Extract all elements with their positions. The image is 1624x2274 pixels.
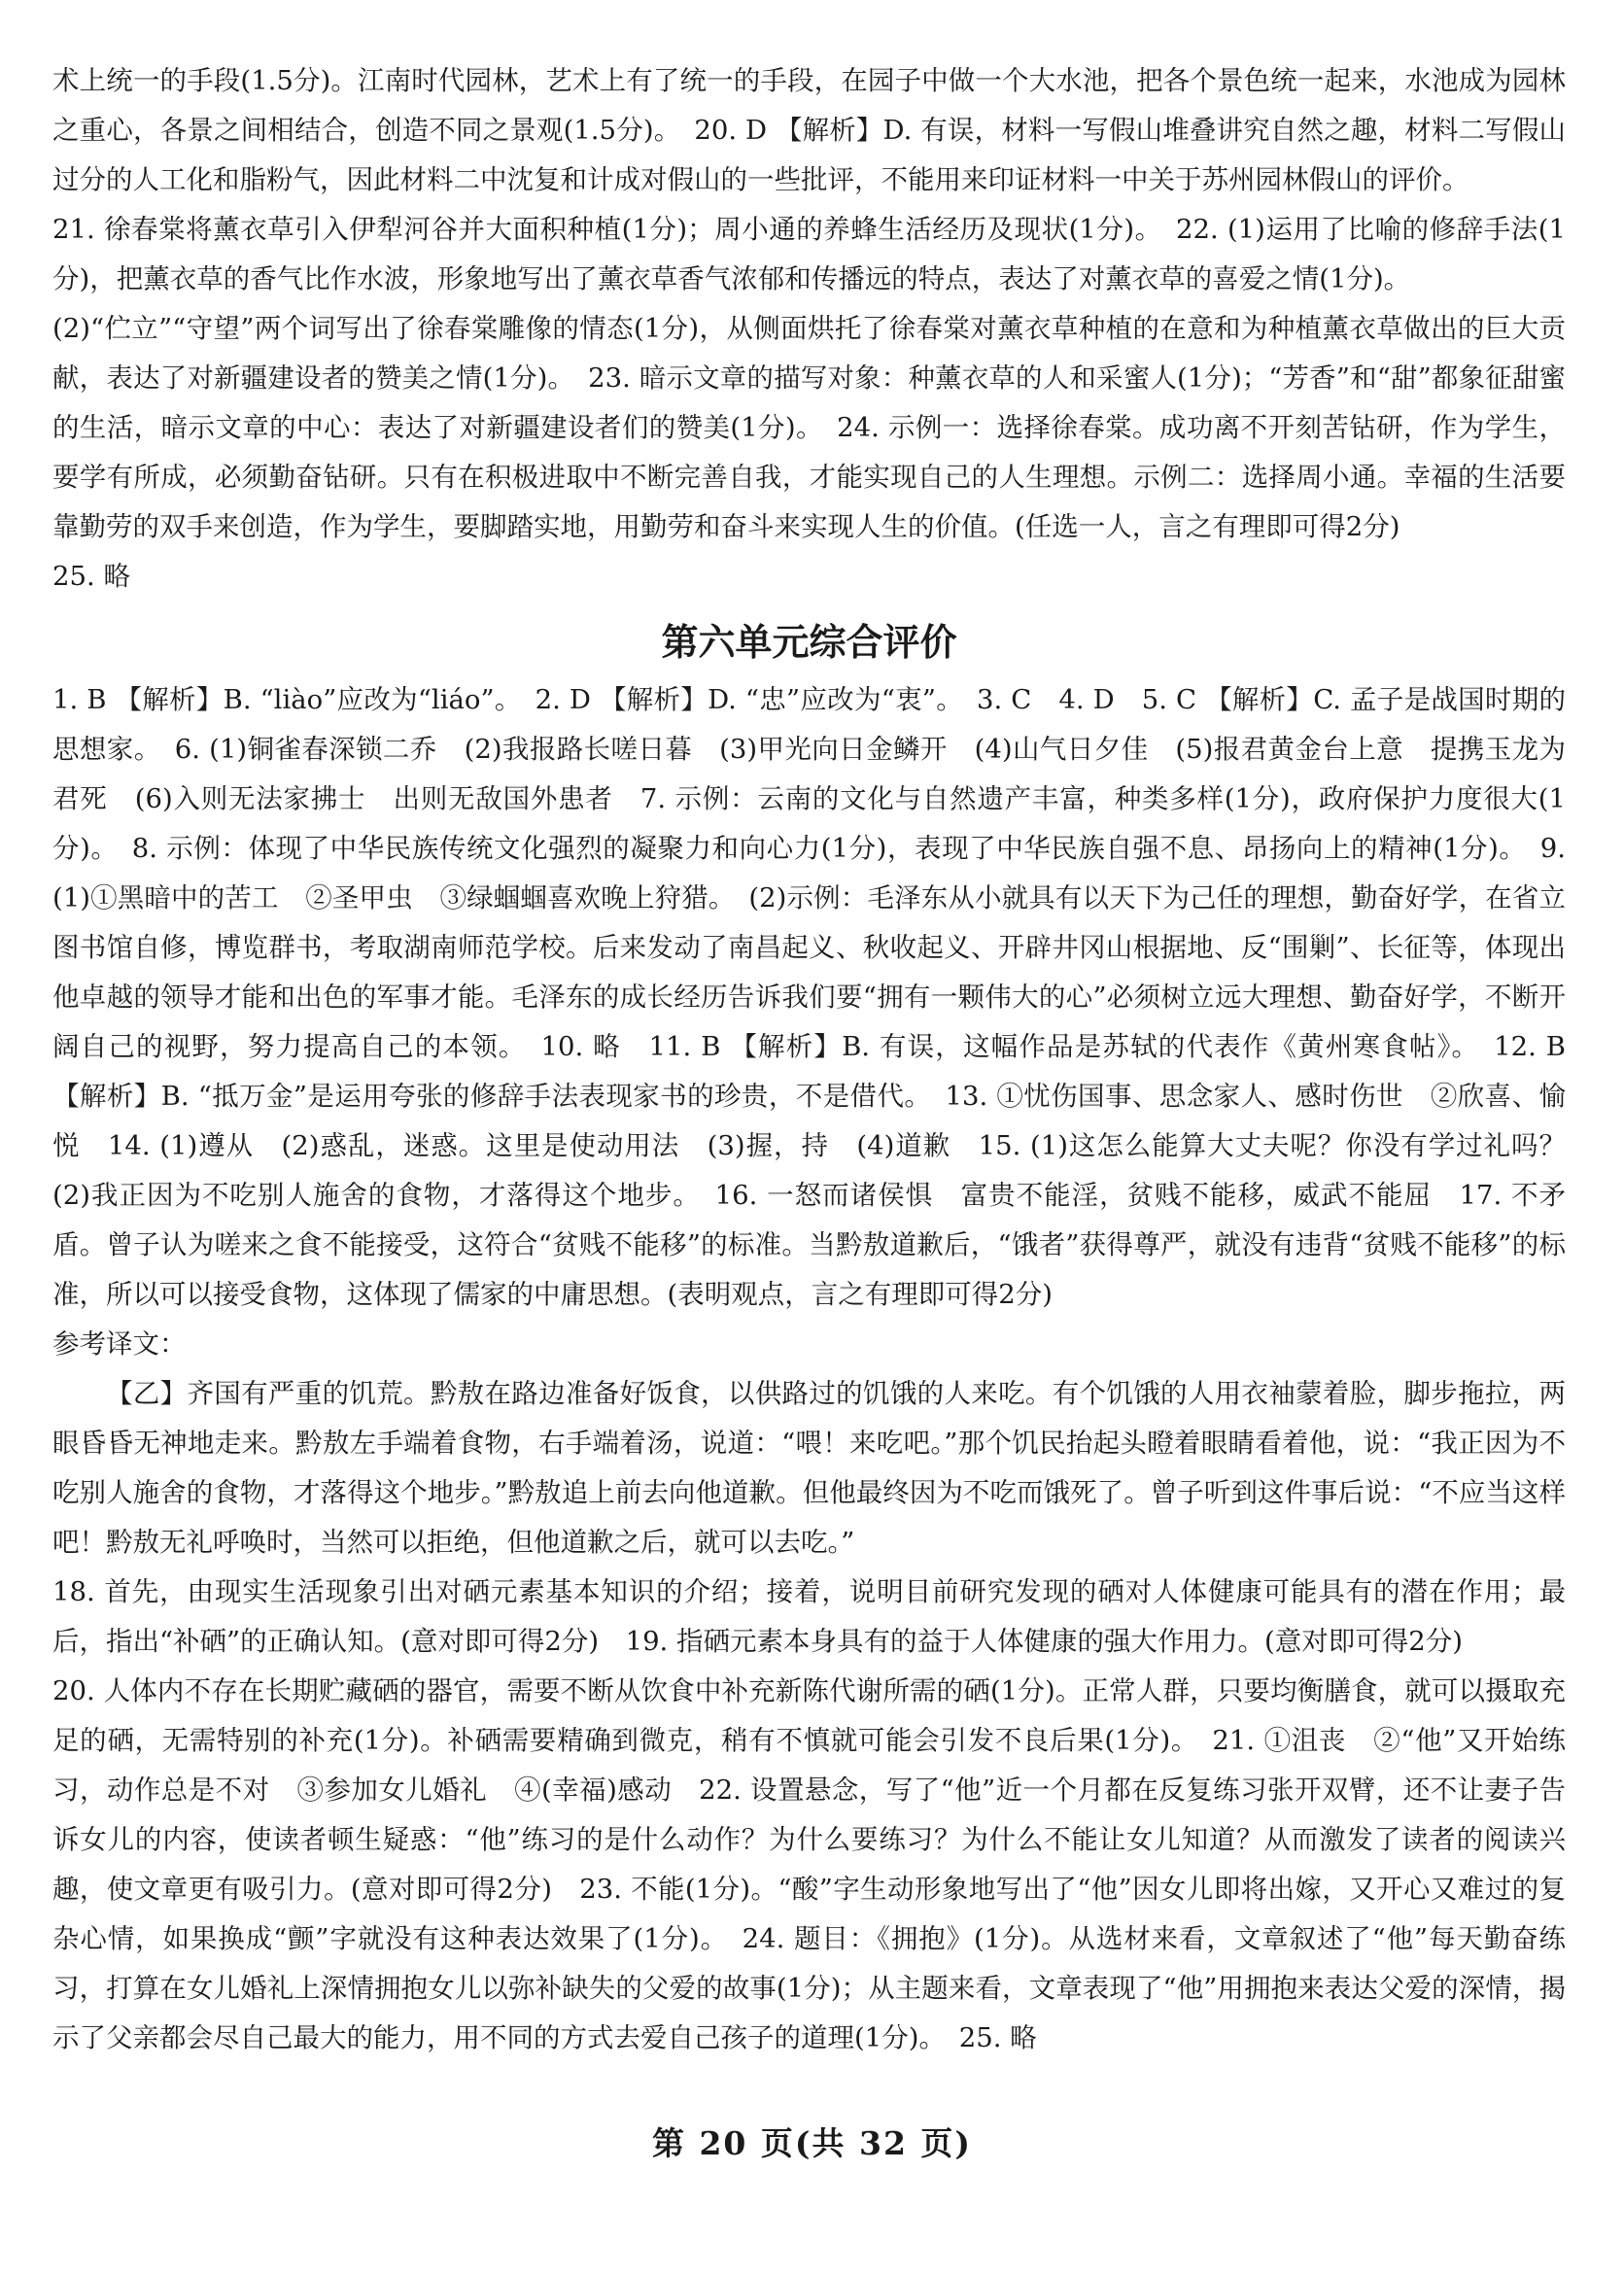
answer-paragraph: 25. 略: [52, 561, 130, 592]
translation-text: 【乙】齐国有严重的饥荒。黔敖在路边准备好饭食，以供路过的饥饿的人来吃。有个饥饿的人用衣袖蒙着脸，脚步拖拉，两眼昏昏无神地走来。黔敖左手端着食物，右手端着汤，说道：“喂！来吃吧。”那个饥民抬起头瞪着眼睛看着他，说：“我正因为不吃别人施舍的食物，才落得这个地步。”黔敖追上前去向他道歉。但他最终因为不吃而饿死了。曾子听到这件事后说：“不应当这样吧！黔敖无礼呼唤时，当然可以拒绝，但他道歉之后，就可以去吃。”: [52, 1378, 1566, 1558]
page-footer: 第 20 页(共 32 页): [651, 2124, 973, 2162]
answer-paragraph: 21. 徐春棠将薰衣草引入伊犁河谷并大面积种植(1分)；周小通的养蜂生活经历及现状(1分)。 22. (1)运用了比喻的修辞手法(1分)，把薰衣草的香气比作水波，形象地写出了薰衣草香气浓郁和传播远的特点，表达了对薰衣草的喜爱之情(1分)。: [52, 214, 1566, 294]
answer-paragraph: 1. B 【解析】B. “liào”应改为“liáo”。 2. D 【解析】D. “忠”应改为“衷”。 3. C 4. D 5. C 【解析】C. 孟子是战国时期的思想家。 6. (1)铜雀春深锁二乔 (2)我报路长嗟日暮 (3)甲光向日金鳞开 (4)山气日夕佳 (5)报君黄金台上意 提携玉龙为君死 (6)入则无法家拂士 出则无敌国外患者 7. 示例：云南的文化与自然遗产丰富，种类多样(1分)，政府保护力度很大(1分)。 8. 示例：体现了中华民族传统文化强烈的凝聚力和向心力(1分)，表现了中华民族自强不息、昂扬向上的精神(1分)。 9. (1)①黑暗中的苦工 ②圣甲虫 ③绿蝈蝈喜欢晚上狩猎。 (2)示例：毛泽东从小就具有以天下为己任的理想，勤奋好学，在省立图书馆自修，博览群书，考取湖南师范学校。后来发动了南昌起义、秋收起义、开辟井冈山根据地、反“围剿”、长征等，体现出他卓越的领导才能和出色的军事才能。毛泽东的成长经历告诉我们要“拥有一颗伟大的心”必须树立远大理想、勤奋好学，不断开阔自己的视野，努力提高自己的本领。 10. 略 11. B 【解析】B. 有误，这幅作品是苏轼的代表作《黄州寒食帖》。 12. B 【解析】B. “抵万金”是运用夸张的修辞手法表现家书的珍贵，不是借代。 13. ①忧伤国事、思念家人、感时伤世 ②欣喜、愉悦 14. (1)遵从 (2)惑乱，迷惑。这里是使动用法 (3)握，持 (4)道歉 15. (1)这怎么能算大丈夫呢？你没有学过礼吗？ (2)我正因为不吃别人施舍的食物，才落得这个地步。 16. 一怒而诸侯惧 富贵不能淫，贫贱不能移，威武不能屈 17. 不矛盾。曾子认为嗟来之食不能接受，这符合“贫贱不能移”的标准。当黔敖道歉后，“饿者”获得尊严，就没有违背“贫贱不能移”的标准，所以可以接受食物，这体现了儒家的中庸思想。(表明观点，言之有理即可得2分): [52, 684, 1593, 1310]
answer-paragraph: 20. 人体内不存在长期贮藏硒的器官，需要不断从饮食中补充新陈代谢所需的硒(1分)。正常人群，只要均衡膳食，就可以摄取充足的硒，无需特别的补充(1分)。补硒需要精确到微克，稍有不慎就可能会引发不良后果(1分)。 21. ①沮丧 ②“他”又开始练习，动作总是不对 ③参加女儿婚礼 ④(幸福)感动 22. 设置悬念，写了“他”近一个月都在反复练习张开双臂，还不让妻子告诉女儿的内容，使读者顿生疑惑：“他”练习的是什么动作？为什么要练习？为什么不能让女儿知道？从而激发了读者的阅读兴趣，使文章更有吸引力。(意对即可得2分) 23. 不能(1分)。“酸”字生动形象地写出了“他”因女儿即将出嫁，又开心又难过的复杂心情，如果换成“颤”字就没有这种表达效果了(1分)。 24. 题目：《拥抱》(1分)。从选材来看，文章叙述了“他”每天勤奋练习，打算在女儿婚礼上深情拥抱女儿以弥补缺失的父爱的故事(1分)；从主题来看，文章表现了“他”用拥抱来表达父爱的深情，揭示了父亲都会尽自己最大的能力，用不同的方式去爱自己孩子的道理(1分)。 25. 略: [52, 1675, 1566, 2053]
answer-paragraph: 术上统一的手段(1.5分)。江南时代园林，艺术上有了统一的手段，在园子中做一个大水池，把各个景色统一起来，水池成为园林之重心，各景之间相结合，创造不同之景观(1.5分)。 20. D 【解析】D. 有误，材料一写假山堆叠讲究自然之趣，材料二写假山过分的人工化和脂粉气，因此材料二中沈复和计成对假山的一些批评，不能用来印证材料一中关于苏州园林假山的评价。: [52, 65, 1566, 195]
translation-heading: 参考译文：: [52, 1328, 187, 1360]
answer-paragraph: 18. 首先，由现实生活现象引出对硒元素基本知识的介绍；接着，说明目前研究发现的硒对人体健康可能具有的潜在作用；最后，指出“补硒”的正确认知。(意对即可得2分) 19. 指硒元素本身具有的益于人体健康的强大作用力。(意对即可得2分): [52, 1576, 1566, 1657]
answer-paragraph: (2)“伫立”“守望”两个词写出了徐春棠雕像的情态(1分)，从侧面烘托了徐春棠对薰衣草种植的在意和为种植薰衣草做出的巨大贡献，表达了对新疆建设者的赞美之情(1分)。 23. 暗示文章的描写对象：种薰衣草的人和采蜜人(1分)；“芳香”和“甜”都象征甜蜜的生活，暗示文章的中心：表达了对新疆建设者们的赞美(1分)。 24. 示例一：选择徐春棠。成功离不开刻苦钻研，作为学生，要学有所成，必须勤奋钻研。只有在积极进取中不断完善自我，才能实现自己的人生理想。示例二：选择周小通。幸福的生活要靠勤劳的双手来创造，作为学生，要脚踏实地，用勤劳和奋斗来实现人生的价值。(任选一人，言之有理即可得2分): [52, 313, 1566, 542]
section-title: 第六单元综合评价: [661, 621, 957, 664]
